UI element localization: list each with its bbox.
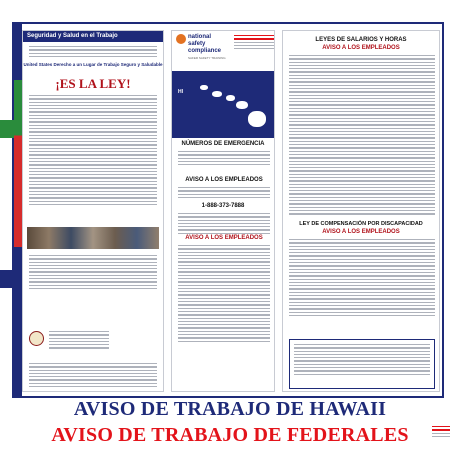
disability-title: LEY DE COMPENSACIÓN POR DISCAPACIDAD [299,221,423,227]
federal-banner: AVISO DE TRABAJO DE FEDERALES [51,424,409,446]
hotline-number: 1-888-373-7888 [201,203,245,209]
notice-text-2 [178,213,270,236]
emergency-numbers-title: NÚMEROS DE EMERGENCIA [181,141,265,147]
reorder-contact [234,35,274,51]
wage-hour-text [289,55,435,217]
emergency-lines [178,151,270,167]
osha-intro-text [29,46,157,59]
notice-employees-title: AVISO A LOS EMPLEADOS [185,177,263,183]
disability-subtitle: AVISO A LOS EMPLEADOS [322,229,400,235]
disability-text [289,239,435,318]
benefits-table [289,339,435,389]
side-tab-green [0,120,14,138]
emergency-section [171,30,275,392]
nsc-logo [176,34,228,64]
notice-text [178,187,270,200]
side-tab-blue [0,270,14,288]
osha-header: Seguridad y Salud en el Trabajo [23,31,163,42]
osha-footer-text [29,363,157,389]
nsc-brand-name: national safety compliance [188,34,222,54]
labor-law-poster [12,22,444,398]
osha-lower-text [29,255,157,291]
wage-hour-subtitle: AVISO A LOS EMPLEADOS [322,45,400,51]
hawaii-banner: AVISO DE TRABAJO DE HAWAII [73,398,387,420]
nsc-logo-mark [176,34,186,44]
osha-body-text [29,95,157,207]
poster-left-edge [14,24,22,396]
workers-photo [27,227,159,249]
notice-employees-title-2: AVISO A LOS EMPLEADOS [185,235,263,241]
wage-hour-title: LEYES DE SALARIOS Y HORAS [315,37,407,43]
osha-headline: ¡ES LA LEY! [55,76,131,91]
contact-text [49,331,109,351]
corner-logo [432,426,450,450]
osha-subtitle: United States Derecho a un Lugar de Trabajo Seguro y Saludable [23,62,163,67]
nsc-tagline: SAFER SAFETY TRAINING [188,56,226,60]
hawaii-map [172,71,274,138]
map-label: HI [178,89,183,95]
notice-text-3 [178,245,270,344]
state-seal [29,331,44,346]
osha-section [22,30,164,392]
wage-hour-section [282,30,440,392]
